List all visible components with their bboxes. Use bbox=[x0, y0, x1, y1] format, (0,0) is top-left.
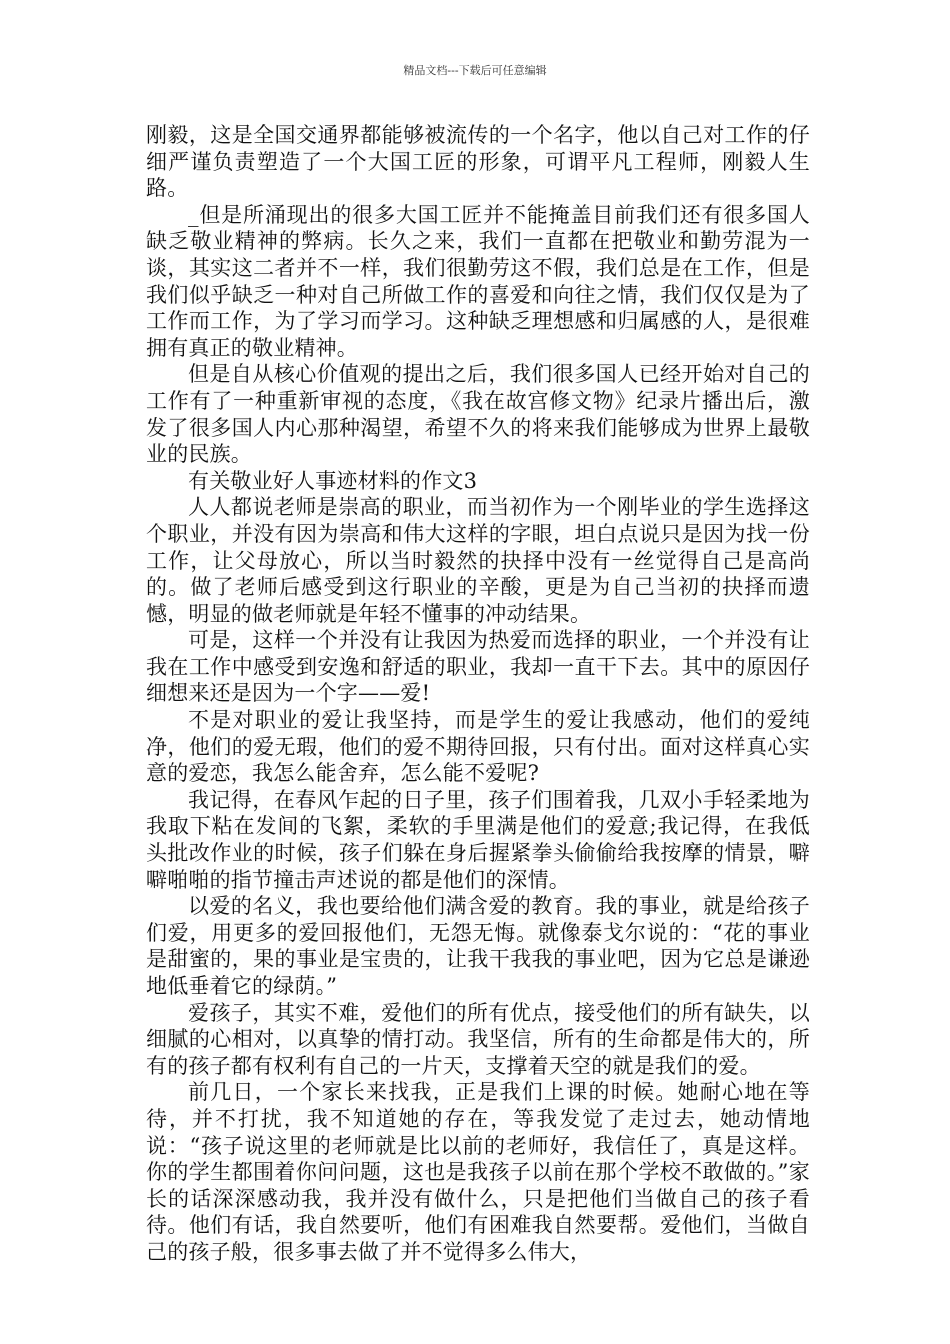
paragraph: 我记得，在春风乍起的日子里，孩子们围着我，几双小手轻柔地为我取下粘在发间的飞絮，柔软的手里满是他们的爱意;我记得，在我低头批改作业的时候，孩子们躲在身后握紧拳头偷偷给我按摩的情景，噼噼啪啪的指节撞击声述说的都是他们的深情。 bbox=[146, 787, 810, 892]
paragraph: 爱孩子，其实不难，爱他们的所有优点，接受他们的所有缺失，以细腻的心相对，以真挚的情打动。我坚信，所有的生命都是伟大的，所有的孩子都有权利有自己的一片天，支撑着天空的就是我们的爱。 bbox=[146, 1000, 810, 1078]
paragraph: 以爱的名义，我也要给他们满含爱的教育。我的事业，就是给孩子们爱，用更多的爱回报他们，无怨无悔。就像泰戈尔说的：“花的事业是甜蜜的，果的事业是宝贵的，让我干我我的事业吧，因为它总是谦逊地低垂着它的绿荫。” bbox=[146, 894, 810, 998]
document-body bbox=[146, 122, 810, 1266]
paragraph: 可是，这样一个并没有让我因为热爱而选择的职业，一个并没有让我在工作中感受到安逸和舒适的职业，我却一直干下去。其中的原因仔细想来还是因为一个字——爱! bbox=[146, 628, 810, 706]
paragraph: _但是所涌现出的很多大国工匠并不能掩盖目前我们还有很多国人缺乏敬业精神的弊病。长久之来，我们一直都在把敬业和勤劳混为一谈，其实这二者并不一样，我们很勤劳这不假，我们总是在工作，但是我们似乎缺乏一种对自己所做工作的喜爱和向往之情，我们仅仅是为了工作而工作，为了学习而学习。这种缺乏理想感和归属感的人，是很难拥有真正的敬业精神。 bbox=[146, 202, 810, 360]
paragraph: 前几日，一个家长来找我，正是我们上课的时候。她耐心地在等待，并不打扰，我不知道她的存在，等我发觉了走过去，她动情地说：“孩子说这里的老师就是比以前的老师好，我信任了，真是这样。你的学生都围着你问问题，这也是我孩子以前在那个学校不敢做的。”家长的话深深感动我，我并没有做什么，只是把他们当做自己的孩子看待。他们有话，我自然要听，他们有困难我自然要帮。爱他们，当做自己的孩子般，很多事去做了并不觉得多么伟大， bbox=[146, 1080, 810, 1264]
paragraph: 刚毅，这是全国交通界都能够被流传的一个名字，他以自己对工作的仔细严谨负责塑造了一个大国工匠的形象，可谓平凡工程师，刚毅人生路。 bbox=[146, 123, 810, 201]
paragraph: 不是对职业的爱让我坚持，而是学生的爱让我感动，他们的爱纯净，他们的爱无瑕，他们的爱不期待回报，只有付出。面对这样真心实意的爱恋，我怎么能舍弃，怎么能不爱呢? bbox=[146, 708, 810, 786]
paragraph: 人人都说老师是崇高的职业，而当初作为一个刚毕业的学生选择这个职业，并没有因为崇高和伟大这样的字眼，坦白点说只是因为找一份工作，让父母放心，所以当时毅然的抉择中没有一丝觉得自己是高尚的。做了老师后感受到这行职业的辛酸，更是为自己当初的抉择而遗憾，明显的做老师就是年轻不懂事的冲动结果。 bbox=[146, 495, 810, 626]
paragraph: 但是自从核心价值观的提出之后，我们很多国人已经开始对自己的工作有了一种重新审视的态度，《我在故宫修文物》纪录片播出后，激发了很多国人内心那种渴望，希望不久的将来我们能够成为世界上最敬业的民族。 bbox=[146, 362, 810, 467]
page-header: 精品文档---下载后可任意编辑 bbox=[403, 64, 547, 77]
section-heading: 有关敬业好人事迹材料的作文3 bbox=[188, 468, 478, 493]
